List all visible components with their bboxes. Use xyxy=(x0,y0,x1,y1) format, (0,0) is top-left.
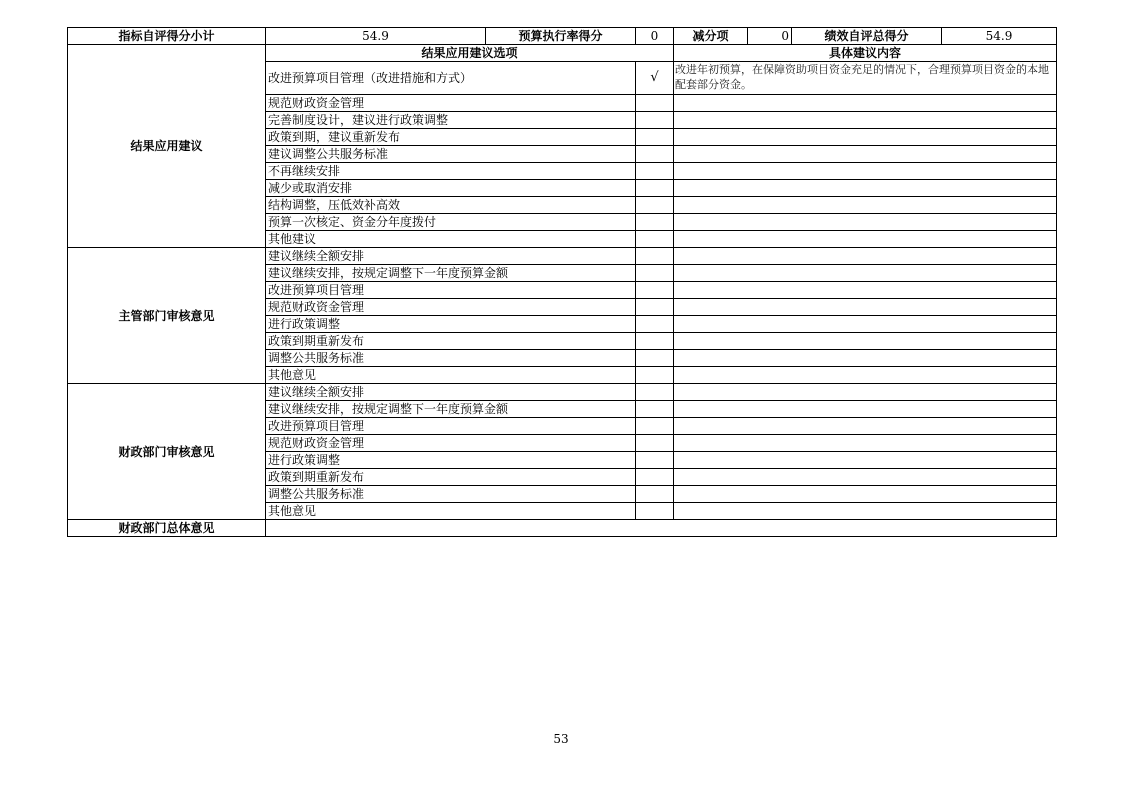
advice-content xyxy=(674,401,1057,418)
total-score-label: 绩效自评总得分 xyxy=(792,28,942,45)
check-cell xyxy=(636,469,674,486)
option-label: 其他意见 xyxy=(266,367,636,384)
advice-content xyxy=(674,214,1057,231)
advice-content xyxy=(674,146,1057,163)
advice-content xyxy=(674,367,1057,384)
advice-content xyxy=(674,265,1057,282)
option-label: 建议调整公共服务标准 xyxy=(266,146,636,163)
check-cell xyxy=(636,197,674,214)
advice-content xyxy=(674,299,1057,316)
option-label: 规范财政资金管理 xyxy=(266,435,636,452)
summary-row xyxy=(68,28,1057,45)
budget-score-label: 预算执行率得分 xyxy=(486,28,636,45)
advice-content xyxy=(674,180,1057,197)
header-row xyxy=(68,45,1057,62)
check-cell xyxy=(636,265,674,282)
check-cell xyxy=(636,503,674,520)
check-cell xyxy=(636,384,674,401)
page-number: 53 xyxy=(553,732,569,746)
option-label: 调整公共服务标准 xyxy=(266,486,636,503)
overall-row xyxy=(68,520,1057,537)
advice-content xyxy=(674,418,1057,435)
option-label: 不再继续安排 xyxy=(266,163,636,180)
evaluation-sheet xyxy=(67,27,1056,537)
check-cell xyxy=(636,452,674,469)
section-label-cell: 结果应用建议 xyxy=(68,45,266,248)
option-label: 政策到期重新发布 xyxy=(266,469,636,486)
advice-content xyxy=(674,112,1057,129)
option-label: 进行政策调整 xyxy=(266,316,636,333)
advice-content xyxy=(674,95,1057,112)
advice-content xyxy=(674,384,1057,401)
check-cell xyxy=(636,146,674,163)
option-label: 政策到期重新发布 xyxy=(266,333,636,350)
check-cell xyxy=(636,333,674,350)
finance-overall-label: 财政部门总体意见 xyxy=(68,520,266,537)
advice-content xyxy=(674,231,1057,248)
advice-content xyxy=(674,129,1057,146)
option-label: 改进预算项目管理（改进措施和方式） xyxy=(266,62,636,95)
check-cell xyxy=(636,163,674,180)
check-cell xyxy=(636,350,674,367)
check-cell xyxy=(636,418,674,435)
advice-content: 改进年初预算，在保障资助项目资金充足的情况下，合理预算项目资金的本地配套部分资金。 xyxy=(674,62,1057,95)
dept-review-label: 主管部门审核意见 xyxy=(68,248,266,384)
check-cell xyxy=(636,248,674,265)
option-label: 规范财政资金管理 xyxy=(266,299,636,316)
option-label: 建议继续安排，按规定调整下一年度预算金额 xyxy=(266,265,636,282)
advice-content xyxy=(674,486,1057,503)
check-cell xyxy=(636,316,674,333)
table-body xyxy=(68,28,1057,537)
check-cell xyxy=(636,299,674,316)
indicator-score-label: 指标自评得分小计 xyxy=(68,28,266,45)
option-label: 其他意见 xyxy=(266,503,636,520)
check-cell xyxy=(636,435,674,452)
option-label: 调整公共服务标准 xyxy=(266,350,636,367)
check-cell xyxy=(636,112,674,129)
check-cell xyxy=(636,214,674,231)
option-label: 建议继续全额安排 xyxy=(266,384,636,401)
advice-content xyxy=(674,469,1057,486)
evaluation-table xyxy=(67,27,1057,537)
advice-content xyxy=(674,350,1057,367)
option-label: 建议继续全额安排 xyxy=(266,248,636,265)
check-cell xyxy=(636,129,674,146)
advice-content xyxy=(674,163,1057,180)
option-label: 改进预算项目管理 xyxy=(266,282,636,299)
content-header: 具体建议内容 xyxy=(674,45,1057,62)
budget-score-value: 0 xyxy=(636,28,674,45)
finance-overall-content xyxy=(266,520,1057,537)
table-row xyxy=(68,248,1057,265)
options-header: 结果应用建议选项 xyxy=(266,45,674,62)
check-cell xyxy=(636,401,674,418)
option-label: 改进预算项目管理 xyxy=(266,418,636,435)
finance-review-label: 财政部门审核意见 xyxy=(68,384,266,520)
option-label: 政策到期，建议重新发布 xyxy=(266,129,636,146)
option-label: 预算一次核定、资金分年度拨付 xyxy=(266,214,636,231)
indicator-score-value: 54.9 xyxy=(266,28,486,45)
advice-content xyxy=(674,435,1057,452)
option-label: 其他建议 xyxy=(266,231,636,248)
check-cell xyxy=(636,367,674,384)
option-label: 建议继续安排，按规定调整下一年度预算金额 xyxy=(266,401,636,418)
check-cell xyxy=(636,231,674,248)
check-mark: √ xyxy=(636,62,674,95)
deduct-label: 减分项 xyxy=(674,28,748,45)
total-score-value: 54.9 xyxy=(942,28,1057,45)
option-label: 结构调整，压低效补高效 xyxy=(266,197,636,214)
check-cell xyxy=(636,95,674,112)
table-row xyxy=(68,384,1057,401)
advice-content xyxy=(674,248,1057,265)
advice-content xyxy=(674,452,1057,469)
deduct-score-value: 0 xyxy=(748,28,792,45)
advice-content xyxy=(674,503,1057,520)
advice-content xyxy=(674,316,1057,333)
option-label: 完善制度设计，建议进行政策调整 xyxy=(266,112,636,129)
check-cell xyxy=(636,180,674,197)
option-label: 规范财政资金管理 xyxy=(266,95,636,112)
option-label: 减少或取消安排 xyxy=(266,180,636,197)
advice-content xyxy=(674,197,1057,214)
advice-content xyxy=(674,282,1057,299)
check-cell xyxy=(636,486,674,503)
option-label: 进行政策调整 xyxy=(266,452,636,469)
advice-content xyxy=(674,333,1057,350)
check-cell xyxy=(636,282,674,299)
